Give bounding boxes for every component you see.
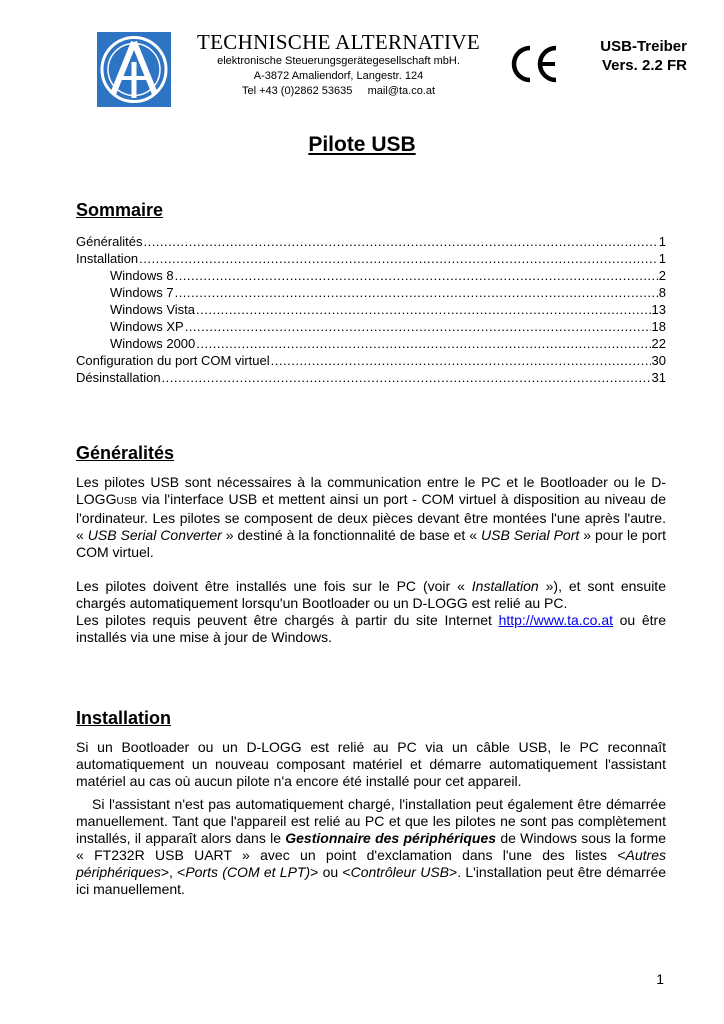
document-name: USB-Treiber xyxy=(600,38,687,55)
generalites-paragraph-3: Les pilotes requis peuvent être chargés à partir du site Internet http://www.ta.co.at ou être installés via une mise à jour de Windows. xyxy=(76,612,666,645)
generalites-heading: Généralités xyxy=(76,443,175,463)
toc-page: 22 xyxy=(651,336,666,351)
toc-label: Généralités xyxy=(76,234,143,249)
toc-entry-com-config[interactable] xyxy=(76,352,666,369)
toc-label: Désinstallation xyxy=(76,370,161,385)
table-of-contents xyxy=(76,233,666,386)
generalites-paragraph-2: Les pilotes doivent être installés une fois sur le PC (voir « Installation »), et sont ensuite chargés automatiquement lorsqu'un Bootloader ou un D-LOGG est relié au PC. xyxy=(76,578,666,611)
toc-page: 2 xyxy=(658,268,666,283)
toc-label: Configuration du port COM virtuel xyxy=(76,353,270,368)
toc-label: Installation xyxy=(76,251,139,266)
toc-entry-desinstallation[interactable] xyxy=(76,369,666,386)
toc-entry-generalites[interactable] xyxy=(76,233,666,250)
toc-page: 30 xyxy=(651,353,666,368)
installation-paragraph-2: Si l'assistant n'est pas automatiquement chargé, l'installation peut également être démarrée manuellement. Tant que l'appareil est relié au PC et que les pilotes ne sont pas complètement installés, il apparaît alors dans le Gestionnaire des périphériques de Windows sous la forme « FT232R USB UART » avec un point d'exclamation dans l'une des listes <Autres périphériques>, <Ports (COM et LPT)> ou <Contrôleur USB>. L'installation peut être démarrée ici manuellement. xyxy=(76,796,667,897)
company-contact: Tel +43 (0)2862 53635 mail@ta.co.at xyxy=(241,85,436,97)
toc-page: 13 xyxy=(651,302,666,317)
toc-entry-windows-2000[interactable] xyxy=(76,335,666,352)
company-header xyxy=(186,30,491,99)
toc-page: 18 xyxy=(651,319,666,334)
toc-page: 1 xyxy=(658,251,666,266)
company-logo xyxy=(97,32,171,107)
page-title: Pilote USB xyxy=(308,133,416,156)
toc-entry-windows-xp[interactable] xyxy=(76,318,666,335)
toc-entry-windows-8[interactable] xyxy=(76,267,666,284)
website-link[interactable]: http://www.ta.co.at xyxy=(498,612,613,628)
generalites-paragraph-1: Les pilotes USB sont nécessaires à la communication entre le PC et le Bootloader ou le D-LOGGUSB via l'interface USB et mettent ainsi un port - COM virtuel à disposition au niveau de l'ordinateur. Les pilotes se composent de deux pièces devant être montées l'une après l'autre. « USB Serial Converter » destiné à la fonctionnalité de base et « USB Serial Port » pour le port COM virtuel. xyxy=(76,474,666,560)
toc-label: Windows XP xyxy=(110,319,184,334)
company-name: TECHNISCHE ALTERNATIVE xyxy=(197,30,480,54)
toc-label: Windows Vista xyxy=(110,302,196,317)
toc-page: 1 xyxy=(658,234,666,249)
installation-paragraph-1: Si un Bootloader ou un D-LOGG est relié au PC via un câble USB, le PC reconnaît automatiquement un nouveau composant matériel et démarre automatiquement l'assistant matériel au cas où aucun pilote n'a encore été installé pour cet appareil. xyxy=(76,739,666,789)
installation-section xyxy=(76,739,666,898)
toc-label: Windows 7 xyxy=(110,285,174,300)
toc-page: 8 xyxy=(658,285,666,300)
toc-entry-windows-7[interactable] xyxy=(76,284,666,301)
toc-entry-windows-vista[interactable] xyxy=(76,301,666,318)
installation-heading: Installation xyxy=(76,708,172,728)
ce-mark-icon xyxy=(508,44,560,84)
company-description: elektronische Steuerungsgerätegesellschaft mbH. xyxy=(217,55,460,67)
toc-label: Windows 2000 xyxy=(110,336,196,351)
document-version: Vers. 2.2 FR xyxy=(601,57,687,74)
generalites-section xyxy=(76,474,666,646)
toc-entry-installation[interactable] xyxy=(76,250,666,267)
toc-page: 31 xyxy=(651,370,666,385)
sommaire-heading: Sommaire xyxy=(76,200,164,220)
page-number: 1 xyxy=(656,971,664,987)
document-meta xyxy=(600,37,687,75)
toc-label: Windows 8 xyxy=(110,268,174,283)
company-address: A-3872 Amaliendorf, Langestr. 124 xyxy=(253,70,424,82)
